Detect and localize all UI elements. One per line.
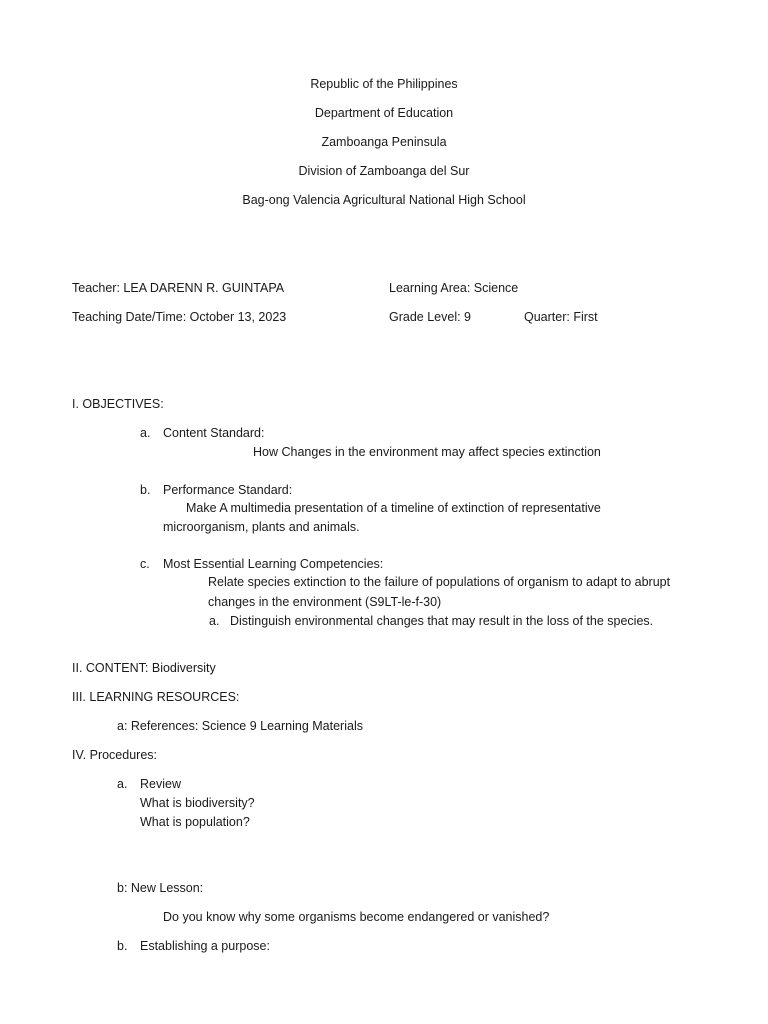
competencies-label: Most Essential Learning Competencies: [163,557,384,571]
new-lesson-question: Do you know why some organisms become endangered or vanished? [163,910,550,924]
header-department: Department of Education [314,106,454,120]
purpose-marker: b. [117,939,128,953]
review-question-1: What is biodiversity? [140,796,255,810]
competencies-marker: c. [140,557,150,571]
review-label: Review [140,777,181,791]
new-lesson-label: b: New Lesson: [117,881,204,895]
content-standard-label: Content Standard: [163,426,265,440]
content-heading: II. CONTENT: Biodiversity [72,661,216,675]
grade-level: Grade Level: 9 [389,310,471,324]
header-school: Bag-ong Valencia Agricultural National High School [242,193,526,207]
review-marker: a. [117,777,128,791]
objectives-heading: I. OBJECTIVES: [72,397,164,411]
performance-standard-text-2: microorganism, plants and animals. [163,520,360,534]
performance-standard-marker: b. [140,483,151,497]
header-republic: Republic of the Philippines [310,77,458,91]
learning-area: Learning Area: Science [389,281,519,295]
teacher-name: Teacher: LEA DARENN R. GUINTAPA [72,281,285,295]
competencies-text-1: Relate species extinction to the failure of populations of organism to adapt to abrupt [208,575,671,589]
competencies-text-2: changes in the environment (S9LT-le-f-30) [208,595,442,609]
header-division: Division of Zamboanga del Sur [298,164,470,178]
content-standard-marker: a. [140,426,151,440]
quarter: Quarter: First [524,310,598,324]
resources-heading: III. LEARNING RESOURCES: [72,690,240,704]
review-question-2: What is population? [140,815,250,829]
content-standard-text: How Changes in the environment may affect species extinction [253,445,601,459]
competencies-sub-marker: a. [209,614,220,628]
references-line: a: References: Science 9 Learning Materials [117,719,363,733]
performance-standard-label: Performance Standard: [163,483,293,497]
competencies-sub-text: Distinguish environmental changes that may result in the loss of the species. [230,614,654,628]
header-region: Zamboanga Peninsula [321,135,447,149]
procedures-heading: IV. Procedures: [72,748,158,762]
performance-standard-text-1: Make A multimedia presentation of a timeline of extinction of representative [186,501,601,515]
teaching-date: Teaching Date/Time: October 13, 2023 [72,310,287,324]
purpose-label: Establishing a purpose: [140,939,270,953]
